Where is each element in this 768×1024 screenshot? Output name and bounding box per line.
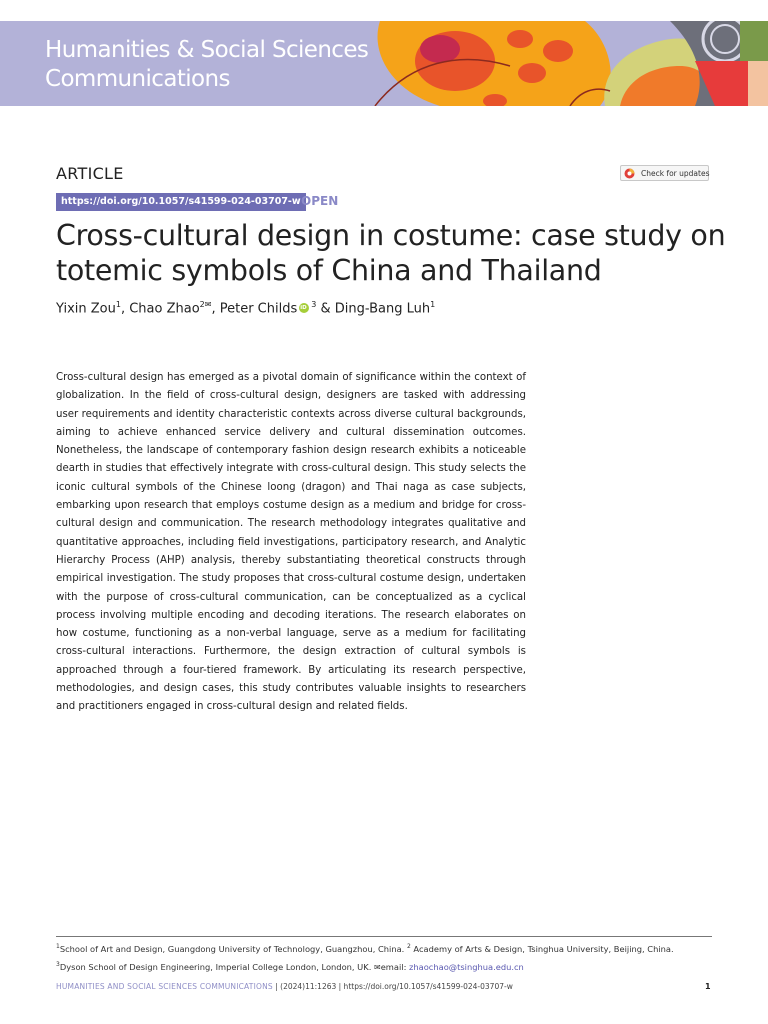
author-separator: & — [316, 301, 335, 317]
affiliation-1: School of Art and Design, Guangdong University of Technology, Guangzhou, China. — [59, 943, 407, 954]
article-type-label: ARTICLE — [56, 164, 124, 183]
check-for-updates-label: Check for updates — [641, 169, 710, 178]
affiliation-3: Dyson School of Design Engineering, Imperial College London, London, UK. — [59, 961, 374, 972]
doi-badge-link[interactable]: https://doi.org/10.1057/s41599-024-03707-w — [56, 193, 306, 211]
author-affiliation-sup: 1 — [115, 300, 121, 309]
mail-icon: ✉ — [373, 962, 381, 972]
page-number: 1 — [705, 982, 711, 991]
author-name[interactable]: Ding-Bang Luh — [334, 301, 431, 317]
author-affiliation-sup: 3 — [311, 300, 317, 309]
footer-journal-name[interactable]: HUMANITIES AND SOCIAL SCIENCES COMMUNICATIONS — [56, 982, 273, 991]
open-access-label: OPEN — [301, 194, 339, 208]
author-name[interactable]: Peter Childs — [219, 301, 298, 317]
check-for-updates-button[interactable] — [620, 165, 709, 181]
affiliation-2: Academy of Arts & Design, Tsinghua University, Beijing, China. — [410, 943, 674, 954]
affiliation-divider — [56, 936, 712, 937]
affiliations — [56, 939, 716, 975]
journal-banner — [0, 21, 768, 106]
orcid-icon[interactable] — [299, 303, 309, 313]
author-name[interactable]: Chao Zhao — [129, 301, 200, 317]
author-name[interactable]: Yixin Zou — [56, 301, 116, 317]
author-affiliation-sup: 1 — [430, 300, 436, 309]
journal-title-line1: Humanities & Social Sciences — [45, 37, 369, 63]
page-footer — [56, 982, 513, 991]
affiliation-line-2 — [56, 957, 716, 975]
journal-title[interactable] — [45, 36, 368, 94]
footer-citation: | (2024)11:1263 | https://doi.org/10.1057/s41599-024-03707-w — [272, 982, 513, 991]
author-separator: , — [211, 301, 220, 317]
affiliation-line-1 — [56, 939, 716, 957]
email-prefix: email: — [380, 961, 410, 972]
email-link[interactable]: zhaochao@tsinghua.edu.cn — [409, 961, 524, 972]
author-list — [56, 300, 435, 316]
affiliation-sup: 1 — [56, 943, 60, 950]
author-affiliation-sup: 2✉ — [199, 300, 212, 309]
article-title: Cross-cultural design in costume: case study on totemic symbols of China and Thailand — [56, 219, 726, 287]
banner-artwork — [370, 21, 768, 106]
affiliation-sup: 3 — [56, 960, 60, 968]
author-separator: , — [120, 301, 130, 317]
abstract-text: Cross-cultural design has emerged as a pivotal domain of significance within the context of globalization. In the field of cross-cultural design, designers are tasked with addressing user requirements and identity characteristic contexts across diverse cultural backgrounds, aiming to achieve enhanced service delivery and cultural dissemination outcomes. Nonetheless, the landscape of contemporary fashion design research exhibits a noticeable dearth in studies that effectively integrate with cross-cultural design. This study selects the iconic cultural symbols of the Chinese loong (dragon) and Thai naga as case subjects, embarking upon research that employs costume design as a medium and bridge for cross-cultural design and communication. The research methodology integrates qualitative and quantitative approaches, including field investigations, participatory research, and Analytic Hierarchy Process (AHP) analysis, thereby substantiating theoretical constructs through empirical investigation. The study proposes that cross-cultural costume design, undertaken with the purpose of cross-cultural communication, can be conceptualized as a cyclical process involving multiple encoding and decoding iterations. The research elaborates on how costume, functioning as a non-verbal language, serve as a medium for facilitating cross-cultural interactions. Furthermore, the design extraction of cultural symbols is approached through a four-tiered framework. By articulating its research perspective, methodologies, and design cases, this study contributes valuable insights to researchers and practitioners engaged in cross-cultural design and related fields. — [56, 372, 526, 713]
journal-title-line2: Communications — [45, 66, 230, 92]
affiliation-sup: 2 — [406, 943, 411, 950]
crossmark-icon — [624, 168, 635, 179]
